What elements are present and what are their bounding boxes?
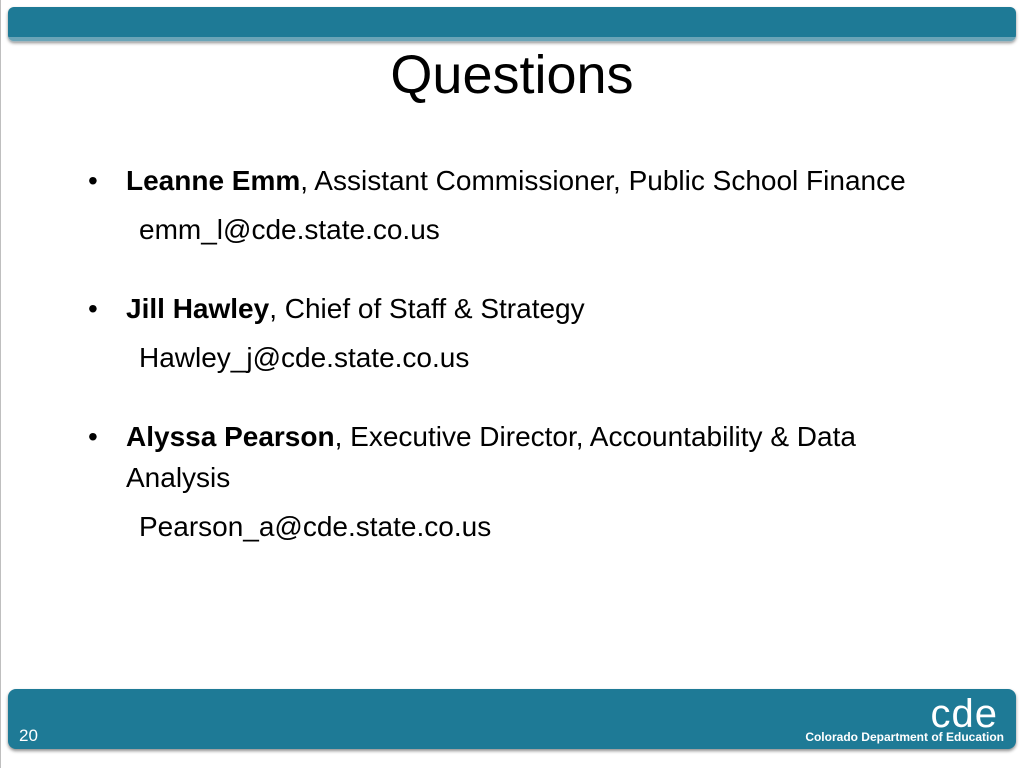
contact-name: Leanne Emm xyxy=(126,165,301,196)
page-number: 20 xyxy=(19,726,38,745)
contact-email[interactable]: Pearson_a@cde.state.co.us xyxy=(139,511,492,542)
contact-role: , Executive Director, Accountability & Data Analysis xyxy=(126,421,856,493)
contact-line xyxy=(86,416,966,498)
contact-list xyxy=(86,160,966,573)
contact-line xyxy=(86,288,966,329)
bullet-icon: • xyxy=(88,165,98,196)
contact-line xyxy=(86,160,966,201)
contact-email[interactable]: emm_l@cde.state.co.us xyxy=(139,214,440,245)
slide-border xyxy=(0,0,1,768)
cde-logo-mark: cde xyxy=(930,692,998,736)
header-bar xyxy=(8,7,1016,41)
contact-email[interactable]: Hawley_j@cde.state.co.us xyxy=(139,342,470,373)
contact-name: Jill Hawley xyxy=(126,293,270,324)
contact-role: , Chief of Staff & Strategy xyxy=(269,293,585,324)
cde-logo xyxy=(780,692,1010,748)
bullet-icon: • xyxy=(88,293,98,324)
cde-logo-text: Colorado Department of Education xyxy=(805,730,1004,744)
bullet-icon: • xyxy=(88,421,98,452)
contact-item xyxy=(86,416,966,547)
contact-name: Alyssa Pearson xyxy=(126,421,335,452)
contact-item xyxy=(86,160,966,250)
contact-item xyxy=(86,288,966,378)
contact-role: , Assistant Commissioner, Public School Finance xyxy=(300,165,906,196)
slide-title: Questions xyxy=(390,45,634,105)
